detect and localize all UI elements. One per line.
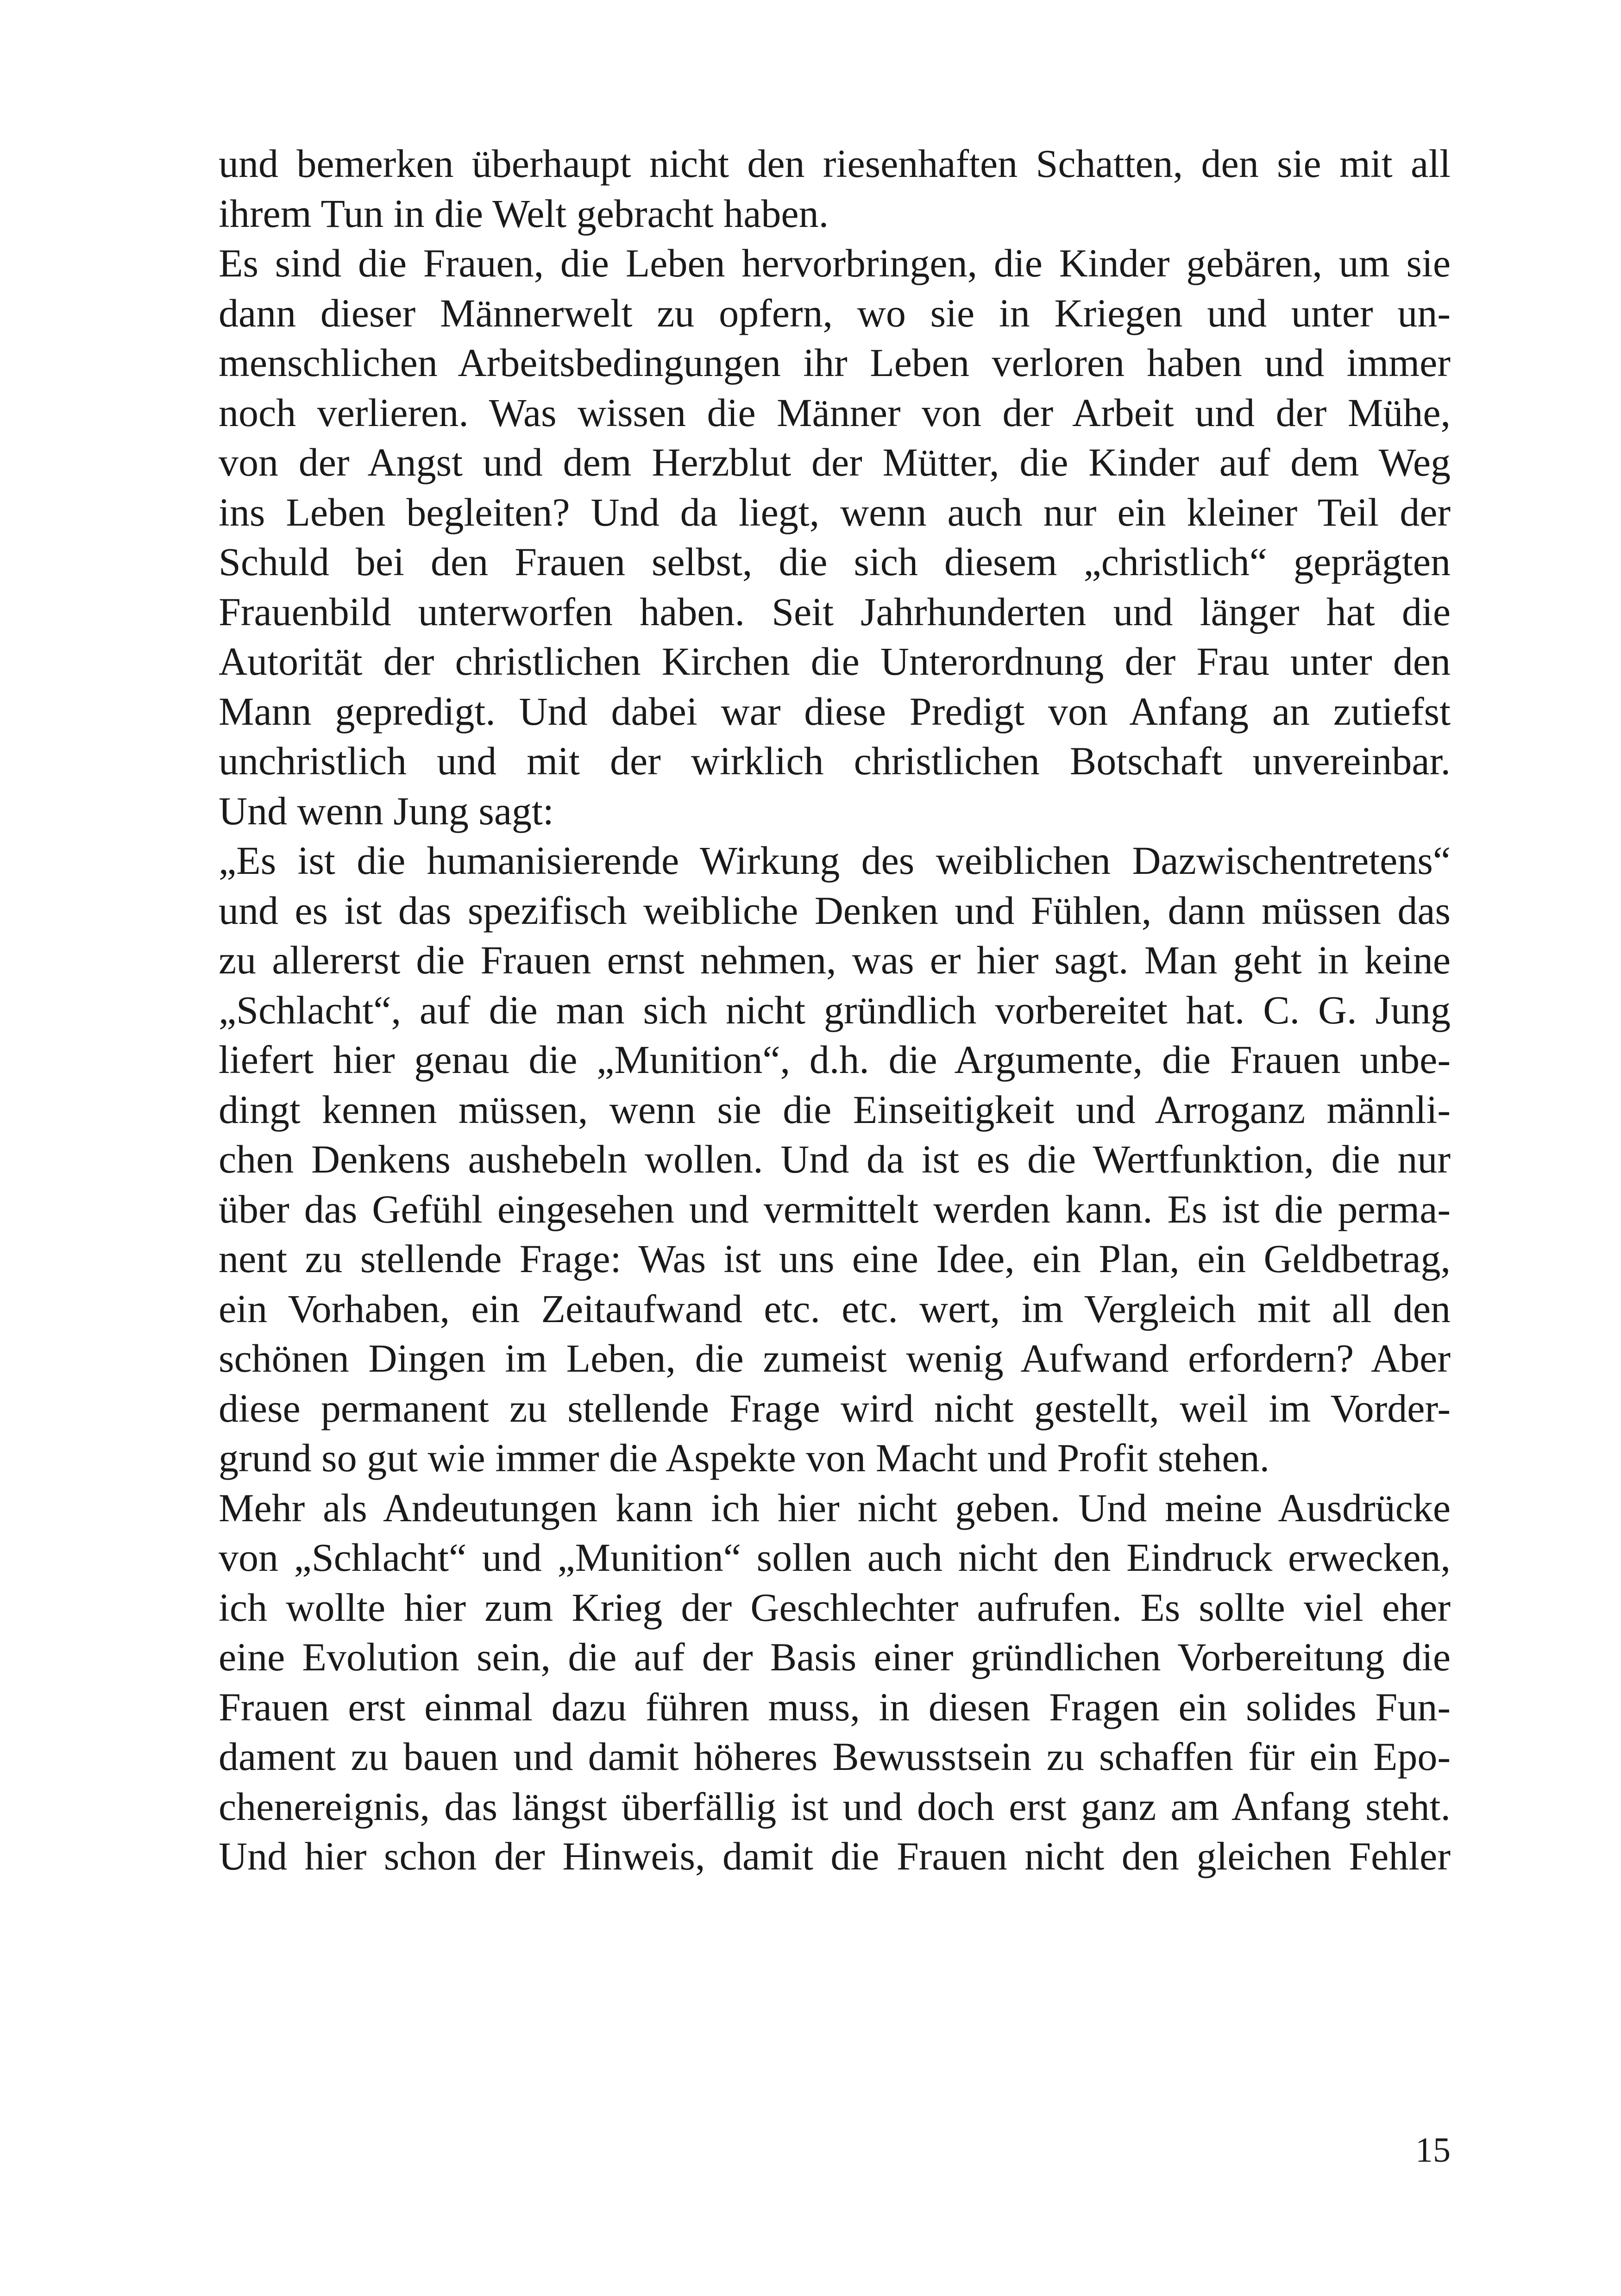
text-line: Mehr als Andeutungen kann ich hier nicht geben. Und meine Ausdrücke <box>219 1485 1451 1530</box>
text-line: Und hier schon der Hinweis, damit die Frauen nicht den gleichen Fehler <box>219 1834 1451 1878</box>
text-line: dingt kennen müssen, wenn sie die Einseitigkeit und Arroganz männli- <box>219 1087 1451 1132</box>
text-line: Schuld bei den Frauen selbst, die sich diesem „christlich“ geprägten <box>219 539 1451 584</box>
text-line: ich wollte hier zum Krieg der Geschlechter aufrufen. Es sollte viel eher <box>219 1585 1451 1630</box>
text-line: schönen Dingen im Leben, die zumeist wenig Aufwand erfordern? Aber <box>219 1336 1451 1380</box>
body-text <box>219 139 1451 1882</box>
text-line: „Es ist die humanisierende Wirkung des weiblichen Dazwischentretens“ <box>219 838 1451 883</box>
text-line: ins Leben begleiten? Und da liegt, wenn auch nur ein kleiner Teil der <box>219 489 1451 534</box>
text-line: und bemerken überhaupt nicht den riesenhaften Schatten, den sie mit all <box>219 141 1451 186</box>
text-line: Mann gepredigt. Und dabei war diese Predigt von Anfang an zutiefst <box>219 689 1451 734</box>
text-line: noch verlieren. Was wissen die Männer von der Arbeit und der Mühe, <box>219 390 1451 435</box>
text-line: liefert hier genau die „Munition“, d.h. die Argumente, die Frauen unbe- <box>219 1037 1451 1082</box>
text-line: Es sind die Frauen, die Leben hervorbringen, die Kinder gebären, um sie <box>219 241 1451 285</box>
text-line: eine Evolution sein, die auf der Basis einer gründlichen Vorbereitung die <box>219 1635 1451 1679</box>
text-line: Frauenbild unterworfen haben. Seit Jahrhunderten und länger hat die <box>219 589 1451 634</box>
text-line: Frauen erst einmal dazu führen muss, in diesen Fragen ein solides Fun- <box>219 1684 1451 1729</box>
text-line: grund so gut wie immer die Aspekte von Macht und Profit stehen. <box>219 1436 1270 1480</box>
text-line: zu allererst die Frauen ernst nehmen, was er hier sagt. Man geht in keine <box>219 938 1451 982</box>
text-line: von der Angst und dem Herzblut der Mütter, die Kinder auf dem Weg <box>219 440 1451 484</box>
text-line: über das Gefühl eingesehen und vermittelt werden kann. Es ist die perma- <box>219 1186 1451 1231</box>
text-line: chen Denkens aushebeln wollen. Und da ist es die Wertfunktion, die nur <box>219 1137 1451 1181</box>
text-line: Und wenn Jung sagt: <box>219 788 554 833</box>
text-line: dann dieser Männerwelt zu opfern, wo sie in Kriegen und unter un- <box>219 290 1451 335</box>
page-number: 15 <box>1415 2131 1451 2170</box>
text-line: unchristlich und mit der wirklich christlichen Botschaft unvereinbar. <box>219 739 1451 783</box>
text-line: „Schlacht“, auf die man sich nicht gründlich vorbereitet hat. C. G. Jung <box>219 987 1451 1032</box>
text-line: nent zu stellende Frage: Was ist uns eine Idee, ein Plan, ein Geldbetrag, <box>219 1236 1451 1281</box>
text-line: ein Vorhaben, ein Zeitaufwand etc. etc. wert, im Vergleich mit all den <box>219 1286 1451 1331</box>
text-line: dament zu bauen und damit höheres Bewusstsein zu schaffen für ein Epo- <box>219 1734 1451 1779</box>
text-line: von „Schlacht“ und „Munition“ sollen auch nicht den Eindruck erwecken, <box>219 1535 1451 1580</box>
text-line: diese permanent zu stellende Frage wird nicht gestellt, weil im Vorder- <box>219 1386 1451 1430</box>
text-line: chenereignis, das längst überfällig ist und doch erst ganz am Anfang steht. <box>219 1784 1451 1829</box>
text-line: und es ist das spezifisch weibliche Denken und Fühlen, dann müssen das <box>219 888 1451 933</box>
text-line: menschlichen Arbeitsbedingungen ihr Leben verloren haben und immer <box>219 340 1451 385</box>
text-line: Autorität der christlichen Kirchen die Unterordnung der Frau unter den <box>219 639 1451 684</box>
text-line: ihrem Tun in die Welt gebracht haben. <box>219 191 829 236</box>
